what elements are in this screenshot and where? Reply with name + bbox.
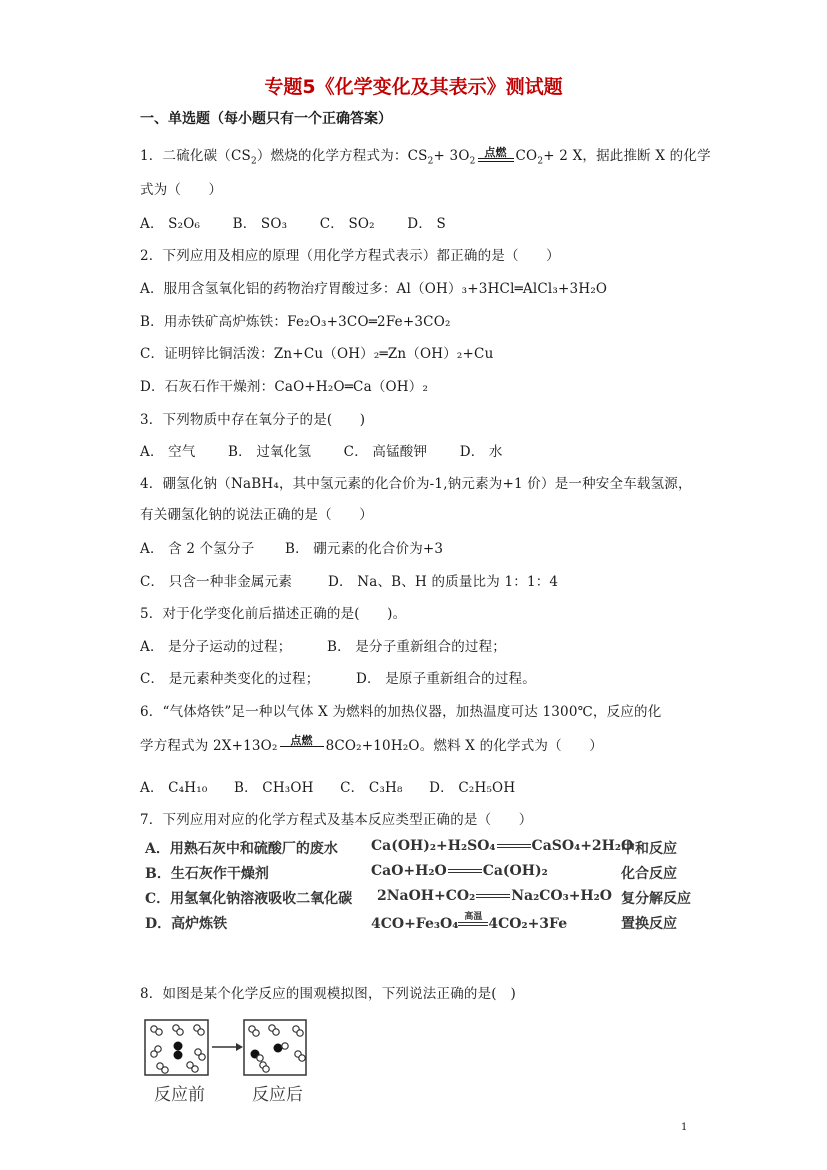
q5-option-c: C． 是元素种类变化的过程； [140, 671, 320, 687]
q7-row-c-equation [377, 888, 612, 904]
q1-condition [478, 147, 514, 167]
q7-row-b-type: 化合反应 [621, 866, 677, 882]
q4-option-d: D． Na、B、H 的质量比为 1：1：4 [328, 574, 559, 590]
q7-stem: 7．下列应用对应的化学方程式及基本反应类型正确的是（ ） [140, 812, 533, 828]
q7-row-d-equation [371, 913, 567, 932]
q4-options-row2 [140, 570, 558, 590]
section-heading: 一、单选题（每小题只有一个正确答案） [140, 111, 392, 127]
page-title: 专题5《化学变化及其表示》测试题 [264, 76, 563, 98]
q1-option-b: B． SO₃ [232, 216, 288, 232]
q7-row-b-application: B．生石灰作干燥剂 [145, 866, 269, 882]
q7-row-b-eq-left: CaO+H₂O [371, 863, 447, 879]
q4-option-c: C． 只含一种非金属元素 [140, 574, 293, 590]
q5-stem: 5．对于化学变化前后描述正确的是( )。 [140, 606, 407, 622]
q2-option-a: A．服用含氢氧化铝的药物治疗胃酸过多：Al（OH）₃+3HCl═AlCl₃+3H₂O [140, 281, 608, 297]
q7-row-d-application: D．高炉炼铁 [145, 916, 228, 932]
q6-option-a: A． C₄H₁₀ [140, 780, 208, 796]
q6-condition [280, 735, 324, 754]
q2-option-d: D．石灰石作干燥剂：CaO+H₂O═Ca（OH）₂ [140, 379, 429, 395]
q7-row-c-application: C．用氢氧化钠溶液吸收二氧化碳 [145, 891, 353, 907]
q7-row-d-type: 置换反应 [621, 916, 677, 932]
q1-text-c: + 3O [433, 148, 470, 164]
arrow-head [236, 1043, 243, 1051]
q7-row-d-eq-left: 4CO+Fe₃O₄ [371, 916, 459, 932]
q7-row-c-eq-right: Na₂CO₃+H₂O [511, 888, 612, 904]
reaction-diagram [140, 1016, 310, 1110]
q5-option-b: B． 是分子重新组合的过程； [327, 639, 507, 655]
q7-row-d-eq-right: 4CO₂+3Fe [488, 916, 568, 932]
page-number: 1 [681, 1122, 688, 1133]
q5-options-row2 [140, 667, 536, 687]
q7-row-c-type: 复分解反应 [621, 891, 691, 907]
after-compound-molecules [251, 1043, 289, 1061]
q7-row-d-condition-label: 高温 [464, 912, 483, 922]
q4-options-row1 [140, 537, 443, 557]
q7-row-a-type: 中和反应 [621, 841, 677, 857]
q4-stem-line1: 4．硼氢化钠（NaBH₄，其中氢元素的化合价为-1,钠元素为+1 价）是一种安全车载氢源， [140, 476, 692, 492]
q1-stem-line2: 式为（ ） [140, 182, 223, 198]
q3-option-d: D． 水 [459, 444, 503, 460]
q6-options [140, 776, 543, 796]
q7-row-a-equation [371, 838, 633, 854]
q1-stem-line1: 1．二硫化碳$(CS_2)$燃烧的化学方程式为：$CS_2+ 3O_2$ 点燃 $CO_2+ 2$ X，据此推断 X 的化学 [140, 145, 711, 167]
q1-text-b: ）燃烧的化学方程式为：CS [256, 148, 428, 164]
q6-option-d: D． C₂H₅OH [429, 780, 516, 796]
q1-text-a: 1．二硫化碳（CS [140, 148, 251, 164]
label-before: 反应前 [154, 1085, 205, 1105]
q4-option-b: B． 硼元素的化合价为+3 [285, 541, 444, 557]
q1-option-a: A． S₂O₆ [140, 216, 201, 232]
q5-option-d: D． 是原子重新组合的过程。 [356, 671, 536, 687]
q3-option-b: B． 过氧化氢 [228, 444, 312, 460]
before-black-molecule [174, 1042, 183, 1060]
q8-stem: 8．如图是某个化学反应的围观模拟图，下列说法正确的是( ) [140, 986, 516, 1002]
q7-row-b-eq-right: Ca(OH)₂ [482, 863, 548, 879]
q6-stem-line2 [140, 734, 603, 754]
q7-row-d-condition [458, 913, 488, 932]
q5-option-a: A． 是分子运动的过程； [140, 639, 292, 655]
q6-text-b: 8CO₂+10H₂O。燃料 X 的化学式为（ ） [325, 738, 603, 754]
q1-option-c: C． SO₂ [319, 216, 375, 232]
q1-options [140, 212, 474, 232]
label-after: 反应后 [252, 1085, 303, 1105]
q4-stem-line2: 有关硼氢化钠的说法正确的是（ ） [140, 507, 373, 523]
q1-option-d: D． S [407, 216, 446, 232]
q1-text-d: CO [515, 148, 538, 164]
q6-option-c: C． C₃H₈ [340, 780, 403, 796]
q3-option-a: A． 空气 [140, 444, 196, 460]
q6-option-b: B． CH₃OH [233, 780, 314, 796]
q6-text-a: 学方程式为 2X+13O₂ [140, 738, 278, 754]
q6-condition-label: 点燃 [290, 734, 313, 747]
q3-options [140, 440, 531, 460]
q1-condition-label: 点燃 [484, 145, 507, 159]
q7-row-a-application: A．用熟石灰中和硫酸厂的废水 [145, 841, 338, 857]
q7-row-a-eq-left: Ca(OH)₂+H₂SO₄ [371, 838, 496, 854]
q2-stem: 2．下列应用及相应的原理（用化学方程式表示）都正确的是（ ） [140, 248, 560, 264]
q3-option-c: C． 高锰酸钾 [343, 444, 428, 460]
q7-row-b-equation [371, 863, 548, 879]
q7-row-a-eq-right: CaSO₄+2H₂O [531, 838, 634, 854]
q3-stem: 3．下列物质中存在氧分子的是( ) [140, 412, 366, 428]
q1-text-e: + 2 X，据此推断 X 的化学 [543, 148, 711, 164]
q4-option-a: A． 含 2 个氢分子 [140, 541, 255, 557]
q2-option-c: C．证明锌比铜活泼：Zn+Cu（OH）₂═Zn（OH）₂+Cu [140, 346, 494, 362]
q7-row-c-eq-left: 2NaOH+CO₂ [377, 888, 476, 904]
q2-option-b: B．用赤铁矿高炉炼铁：Fe₂O₃+3CO═2Fe+3CO₂ [140, 314, 451, 330]
q5-options-row1 [140, 635, 506, 655]
q6-stem-line1: 6．“气体烙铁”足一种以气体 X 为燃料的加热仪器，加热温度可达 1300℃，反应的化 [140, 704, 662, 720]
